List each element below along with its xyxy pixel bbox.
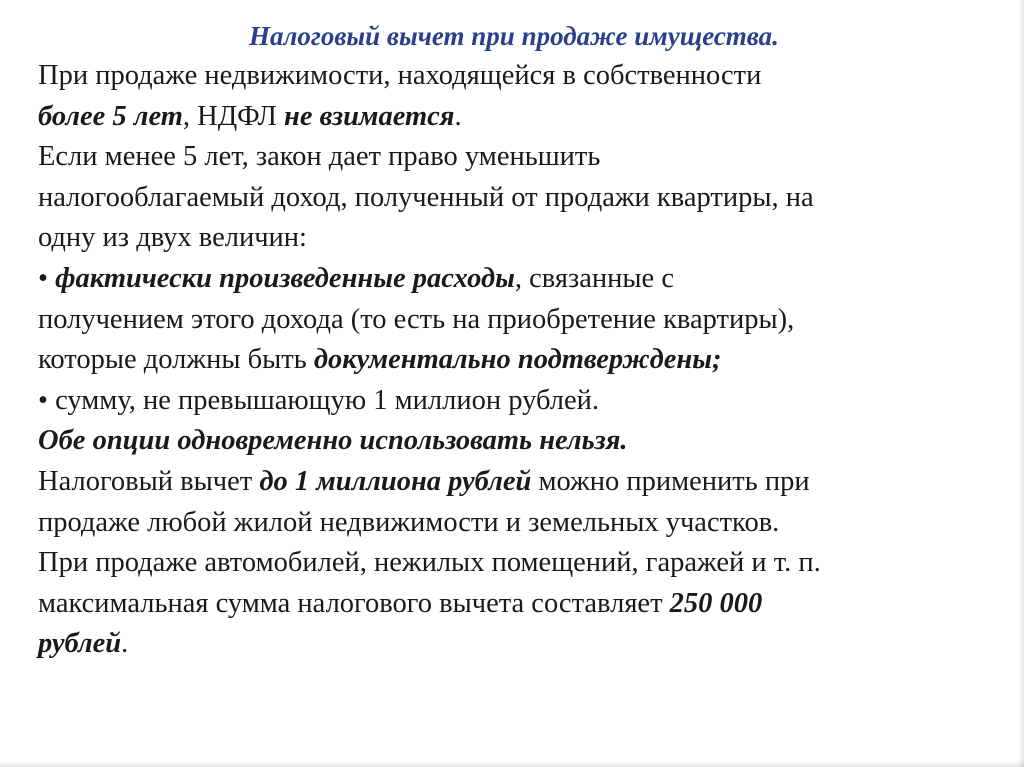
emphasis-text: 250 000 <box>669 587 763 619</box>
text-line <box>38 218 998 259</box>
note-line: Обе опции одновременно использовать нельзя. <box>38 425 628 457</box>
emphasis-text: более 5 лет <box>38 100 183 132</box>
bullet-icon: • <box>38 384 56 416</box>
bullet-item <box>38 381 998 422</box>
text-line <box>38 300 998 341</box>
text-line <box>38 178 998 219</box>
text-line <box>38 462 998 503</box>
text-line <box>38 503 998 544</box>
text: сумму, не превышающую 1 миллион рублей <box>55 384 592 416</box>
text: При продаже недвижимости, находящейся в собственности <box>38 60 762 91</box>
text: можно применить при <box>531 465 810 497</box>
text: налогооблагаемый доход, полученный от продажи квартиры, на <box>38 181 814 213</box>
text-line <box>38 137 998 178</box>
text: . <box>591 384 600 416</box>
emphasis-text: не взимается <box>284 100 455 132</box>
text: продаже любой жилой недвижимости и земельных участков. <box>38 506 780 538</box>
text: получением этого дохода (то есть на приобретение квартиры), <box>38 303 795 335</box>
emphasis-text: фактически произведенные расходы <box>55 262 515 294</box>
text: одну из двух величин: <box>38 222 307 254</box>
text: . <box>454 100 462 132</box>
text: , НДФЛ <box>182 100 284 132</box>
slide-content <box>38 18 998 665</box>
text: максимальная сумма налогового вычета составляет <box>38 587 670 619</box>
bullet-item <box>38 259 998 300</box>
emphasis-text: до 1 миллиона рублей <box>259 465 532 497</box>
text-line <box>38 340 998 381</box>
text: Налоговый вычет <box>38 465 260 497</box>
emphasis-text: документально подтверждены; <box>313 344 722 376</box>
emphasis-text: рублей <box>38 628 122 660</box>
slide-edge-shadow-bottom <box>0 761 1024 767</box>
text: которые должны быть <box>38 344 314 376</box>
slide-edge-shadow <box>1018 0 1024 767</box>
text: , связанные с <box>514 262 674 294</box>
text: Если менее 5 лет, закон дает право уменьшить <box>38 141 601 173</box>
text-line <box>38 624 998 665</box>
slide-title: Налоговый вычет при продаже имущества. <box>249 21 779 51</box>
text: . <box>121 628 129 660</box>
text: При продаже автомобилей, нежилых помещений, гаражей и т. п. <box>38 547 821 579</box>
text-line <box>38 543 998 584</box>
bullet-icon: • <box>38 262 56 294</box>
text-line <box>38 97 998 138</box>
text-line <box>38 584 998 625</box>
text-line <box>38 56 998 97</box>
